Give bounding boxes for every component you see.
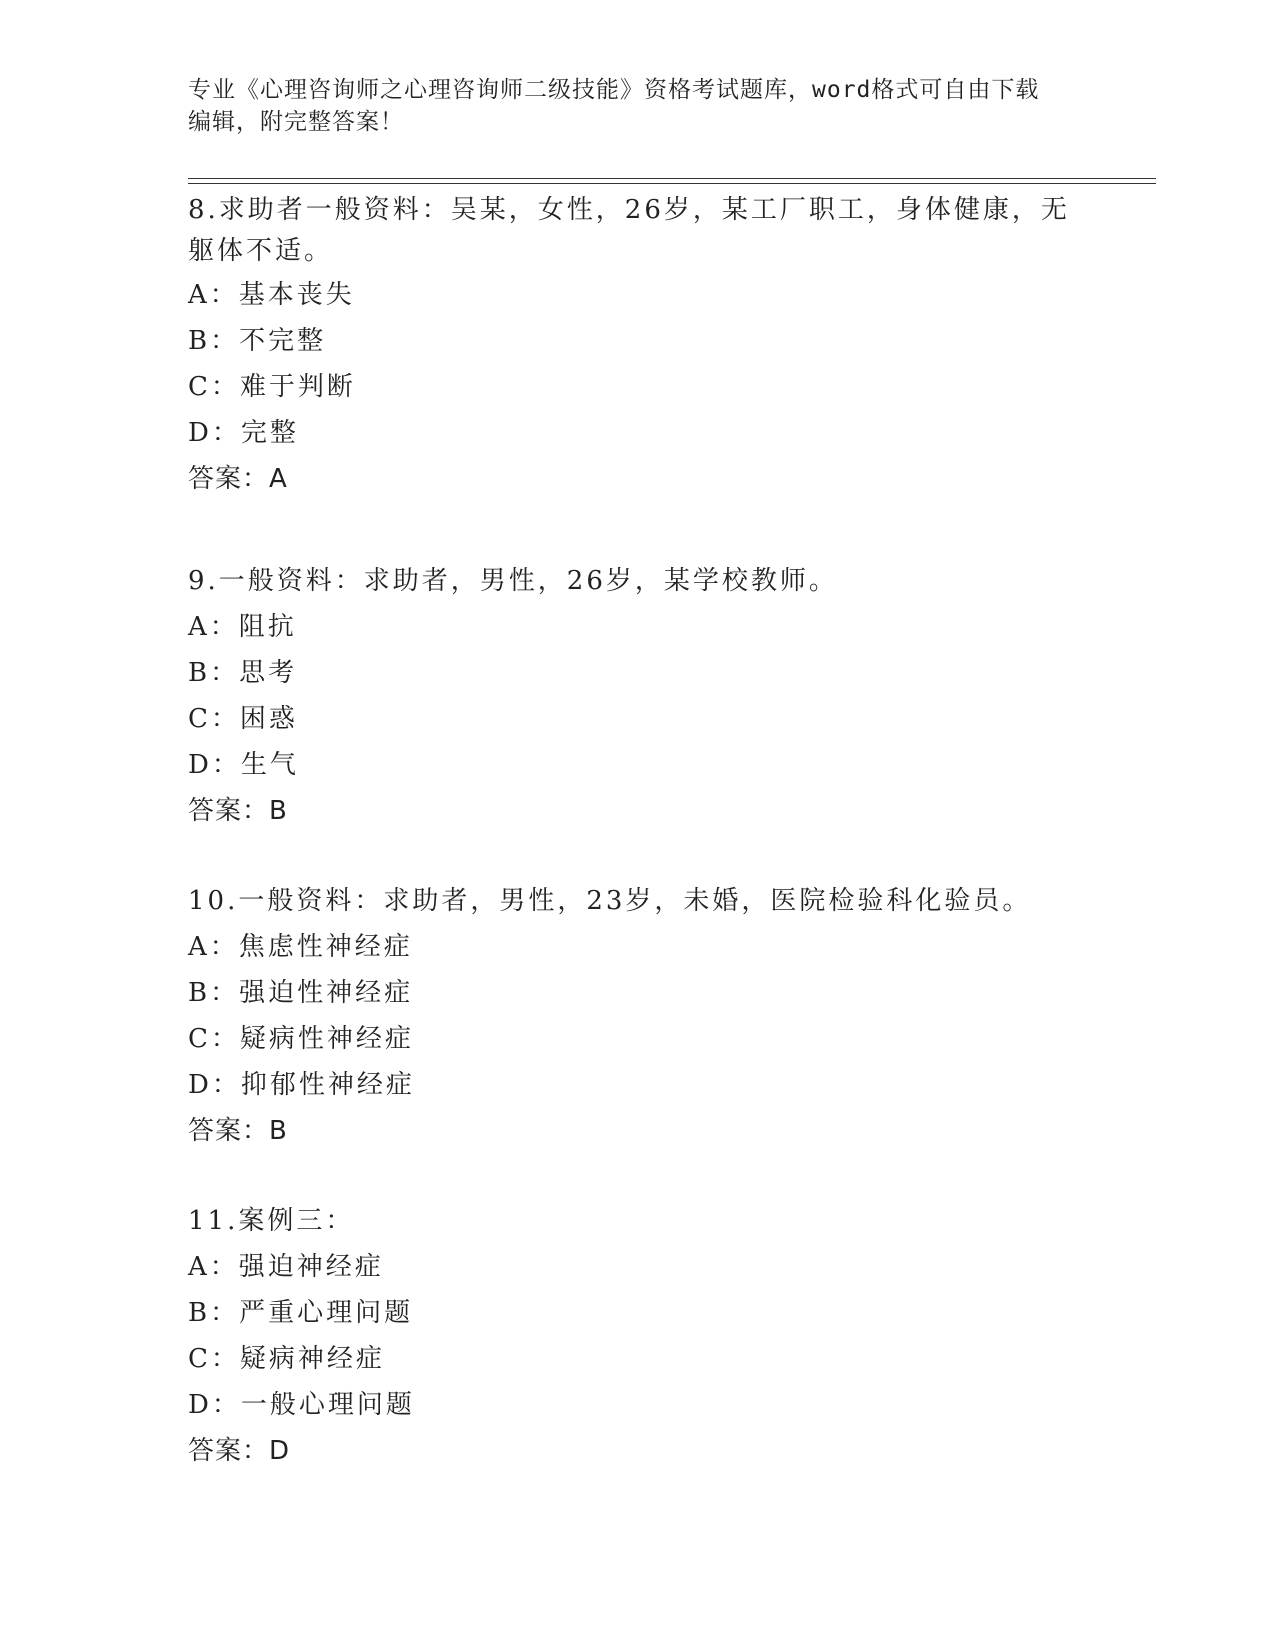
document-header [188,74,1068,138]
option-c: C：困惑 [188,704,298,734]
option-a: A：基本丧失 [188,280,355,310]
header-line-2: 编辑，附完整答案！ [188,109,404,135]
answer: 答案：B [188,1116,288,1146]
question-stem: 11.案例三： [188,1206,355,1236]
option-d: D：抑郁性神经症 [188,1070,415,1100]
question-stem-line-2: 躯体不适。 [188,236,334,266]
option-b: B：严重心理问题 [188,1298,414,1328]
option-b: B：不完整 [188,326,327,356]
option-d: D：完整 [188,418,299,448]
answer: 答案：A [188,464,288,494]
option-c: C：疑病性神经症 [188,1024,414,1054]
option-a: A：焦虑性神经症 [188,932,413,962]
header-divider-top [188,178,1156,179]
answer: 答案：D [188,1436,291,1466]
question-stem: 10.一般资料：求助者，男性，23岁，未婚，医院检验科化验员。 [188,886,1032,916]
option-c: C：难于判断 [188,372,356,402]
question-8 [188,190,1088,502]
answer: 答案：B [188,796,288,826]
header-divider-bottom [188,183,1156,184]
option-a: A：强迫神经症 [188,1252,384,1282]
header-line-1: 专业《心理咨询师之心理咨询师二级技能》资格考试题库，word格式可自由下载 [188,77,1040,103]
option-d: D：生气 [188,750,299,780]
option-c: C：疑病神经症 [188,1344,385,1374]
option-b: B：强迫性神经症 [188,978,414,1008]
question-9 [188,558,1088,834]
question-stem [188,190,1088,272]
question-stem-line-1: 8.求助者一般资料：吴某，女性，26岁，某工厂职工，身体健康，无 [188,195,1070,225]
option-a: A：阻抗 [188,612,297,642]
question-11 [188,1198,1088,1474]
option-b: B：思考 [188,658,298,688]
question-stem: 9.一般资料：求助者，男性，26岁，某学校教师。 [188,566,838,596]
option-d: D：一般心理问题 [188,1390,415,1420]
question-10 [188,878,1088,1154]
